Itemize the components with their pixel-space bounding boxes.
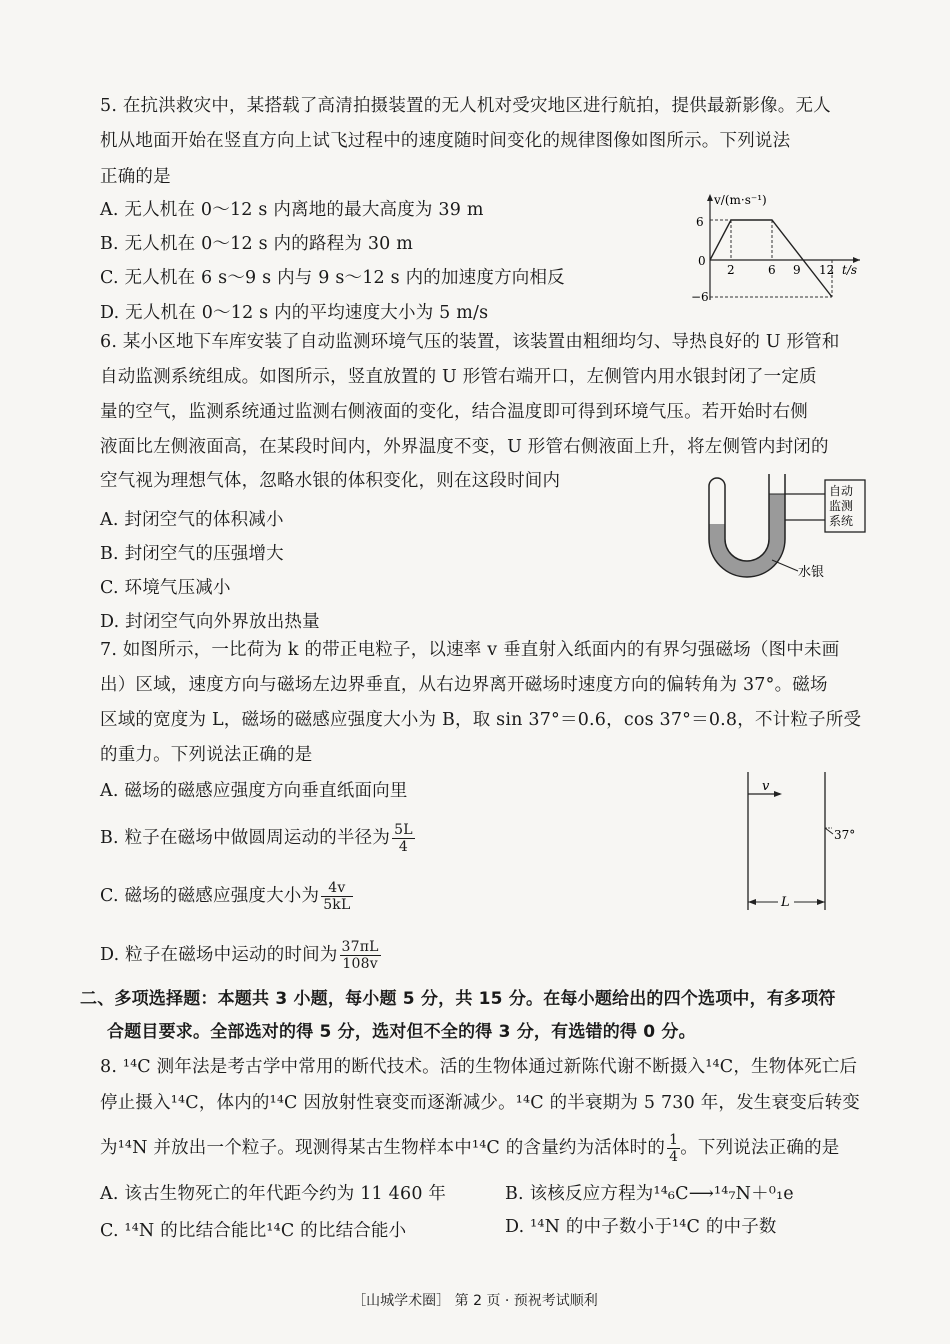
q6-box-line3: 系统 xyxy=(829,514,854,528)
q6-stem-line3: 量的空气，监测系统通过监测右侧液面的变化，结合温度即可得到环境气压。若开始时右侧 xyxy=(100,402,808,422)
q7-option-d-denominator: 108v xyxy=(342,956,378,972)
q5-option-b: B. 无人机在 0～12 s 内的路程为 30 m xyxy=(100,234,414,254)
q5-graph-tick-6: 6 xyxy=(768,263,776,277)
q7-option-b-text: B. 粒子在磁场中做圆周运动的半径为 xyxy=(100,828,391,848)
section2-heading-line2: 合题目要求。全部选对的得 5 分，选对但不全的得 3 分，有选错的得 0 分。 xyxy=(107,1022,696,1042)
q8-stem-fraction xyxy=(667,1132,680,1165)
q7-fig-velocity: v xyxy=(762,779,770,794)
q6-mercury-label: 水银 xyxy=(798,565,825,580)
q7-fig-angle: 37° xyxy=(834,828,856,842)
q7-stem-line3: 区域的宽度为 L，磁场的磁感应强度大小为 B，取 sin 37°＝0.6，cos 37°＝0.8，不计粒子所受 xyxy=(100,710,862,730)
q5-velocity-time-graph xyxy=(690,188,870,306)
q7-option-c-denominator: 5kL xyxy=(323,897,351,913)
q6-u-tube-diagram xyxy=(700,464,870,596)
q6-stem-line1: 6. 某小区地下车库安装了自动监测环境气压的装置，该装置由粗细均匀、导热良好的 U 形管和 xyxy=(100,332,840,352)
q7-stem-line4: 的重力。下列说法正确的是 xyxy=(100,745,313,765)
q7-magnetic-field-diagram xyxy=(740,770,870,915)
q5-graph-y-pos: 6 xyxy=(696,215,704,229)
q8-option-a: A. 该古生物死亡的年代距今约为 11 460 年 xyxy=(100,1184,447,1204)
q7-option-d xyxy=(100,939,381,972)
q8-stem-denominator: 4 xyxy=(669,1149,679,1165)
q5-graph-tick-12: 12 xyxy=(819,263,835,277)
q8-option-b: B. 该核反应方程为¹⁴₆C⟶¹⁴₇N＋⁰₁e xyxy=(505,1184,794,1204)
q5-graph-ylabel: v/(m·s⁻¹) xyxy=(714,193,767,207)
q6-stem-line4: 液面比左侧液面高，在某段时间内，外界温度不变，U 形管右侧液面上升，将左侧管内封闭的 xyxy=(100,437,829,457)
q7-option-d-text: D. 粒子在磁场中运动的时间为 xyxy=(100,945,338,965)
q6-box-line2: 监测 xyxy=(829,499,854,513)
q7-option-c-text: C. 磁场的磁感应强度大小为 xyxy=(100,886,320,906)
q7-option-b-fraction xyxy=(392,822,415,855)
q5-option-d: D. 无人机在 0～12 s 内的平均速度大小为 5 m/s xyxy=(100,303,489,323)
q5-graph-tick-9: 9 xyxy=(793,263,801,277)
q5-graph-y-neg: −6 xyxy=(691,290,709,304)
q8-stem-line3-tail: 。下列说法正确的是 xyxy=(680,1138,840,1158)
q7-option-c xyxy=(100,880,353,913)
q8-stem-line1: 8. ¹⁴C 测年法是考古学中常用的断代技术。活的生物体通过新陈代谢不断摄入¹⁴C，生物体死亡后 xyxy=(100,1057,858,1077)
q8-stem-numerator: 1 xyxy=(669,1132,679,1148)
q7-option-d-fraction xyxy=(340,939,381,972)
q8-stem-line3 xyxy=(100,1132,840,1165)
q6-stem-line2: 自动监测系统组成。如图所示，竖直放置的 U 形管右端开口，左侧管内用水银封闭了一定质 xyxy=(100,367,817,387)
q8-option-c: C. ¹⁴N 的比结合能比¹⁴C 的比结合能小 xyxy=(100,1221,407,1241)
q8-stem-line3-text: 为¹⁴N 并放出一个粒子。现测得某古生物样本中¹⁴C 的含量约为活体时的 xyxy=(100,1138,666,1158)
q7-stem-line2: 出）区域，速度方向与磁场左边界垂直，从右边界离开磁场时速度方向的偏转角为 37°。磁场 xyxy=(100,675,828,695)
q5-stem-line1: 5. 在抗洪救灾中，某搭载了高清拍摄装置的无人机对受灾地区进行航拍，提供最新影像。无人 xyxy=(100,96,831,116)
q7-option-b-numerator: 5L xyxy=(394,822,413,838)
q8-option-d: D. ¹⁴N 的中子数小于¹⁴C 的中子数 xyxy=(505,1217,777,1237)
q5-stem-line3: 正确的是 xyxy=(100,167,171,187)
q7-option-a: A. 磁场的磁感应强度方向垂直纸面向里 xyxy=(100,781,408,801)
q6-box-line1: 自动 xyxy=(829,484,854,498)
q6-option-a: A. 封闭空气的体积减小 xyxy=(100,510,284,530)
q6-option-d: D. 封闭空气向外界放出热量 xyxy=(100,612,320,632)
q7-option-b-denominator: 4 xyxy=(398,839,408,855)
q8-stem-line2: 停止摄入¹⁴C，体内的¹⁴C 因放射性衰变而逐渐减少。¹⁴C 的半衰期为 5 730 年，发生衰变后转变 xyxy=(100,1093,861,1113)
q6-option-b: B. 封闭空气的压强增大 xyxy=(100,544,284,564)
q7-fig-width: L xyxy=(781,895,790,910)
q5-graph-origin: 0 xyxy=(698,254,706,268)
q7-option-c-numerator: 4v xyxy=(321,880,352,897)
q6-stem-line5: 空气视为理想气体，忽略水银的体积变化，则在这段时间内 xyxy=(100,471,561,491)
q5-graph-tick-2: 2 xyxy=(727,263,735,277)
q5-graph-xlabel: t/s xyxy=(842,263,858,277)
q5-stem-line2: 机从地面开始在竖直方向上试飞过程中的速度随时间变化的规律图像如图所示。下列说法 xyxy=(100,131,791,151)
q7-option-b xyxy=(100,822,415,855)
q6-option-c: C. 环境气压减小 xyxy=(100,578,231,598)
q7-option-d-numerator: 37πL xyxy=(341,939,379,955)
q5-option-c: C. 无人机在 6 s～9 s 内与 9 s～12 s 内的加速度方向相反 xyxy=(100,268,565,288)
q7-option-c-fraction xyxy=(321,880,352,913)
page-footer: ［山城学术圈］ 第 2 页 · 预祝考试顺利 xyxy=(352,1293,598,1309)
q7-stem-line1: 7. 如图所示，一比荷为 k 的带正电粒子，以速率 v 垂直射入纸面内的有界匀强磁场（图中未画 xyxy=(100,640,840,660)
section2-heading-line1: 二、多项选择题：本题共 3 小题，每小题 5 分，共 15 分。在每小题给出的四个选项中，有多项符 xyxy=(80,989,836,1009)
q5-option-a: A. 无人机在 0～12 s 内离地的最大高度为 39 m xyxy=(100,200,484,220)
